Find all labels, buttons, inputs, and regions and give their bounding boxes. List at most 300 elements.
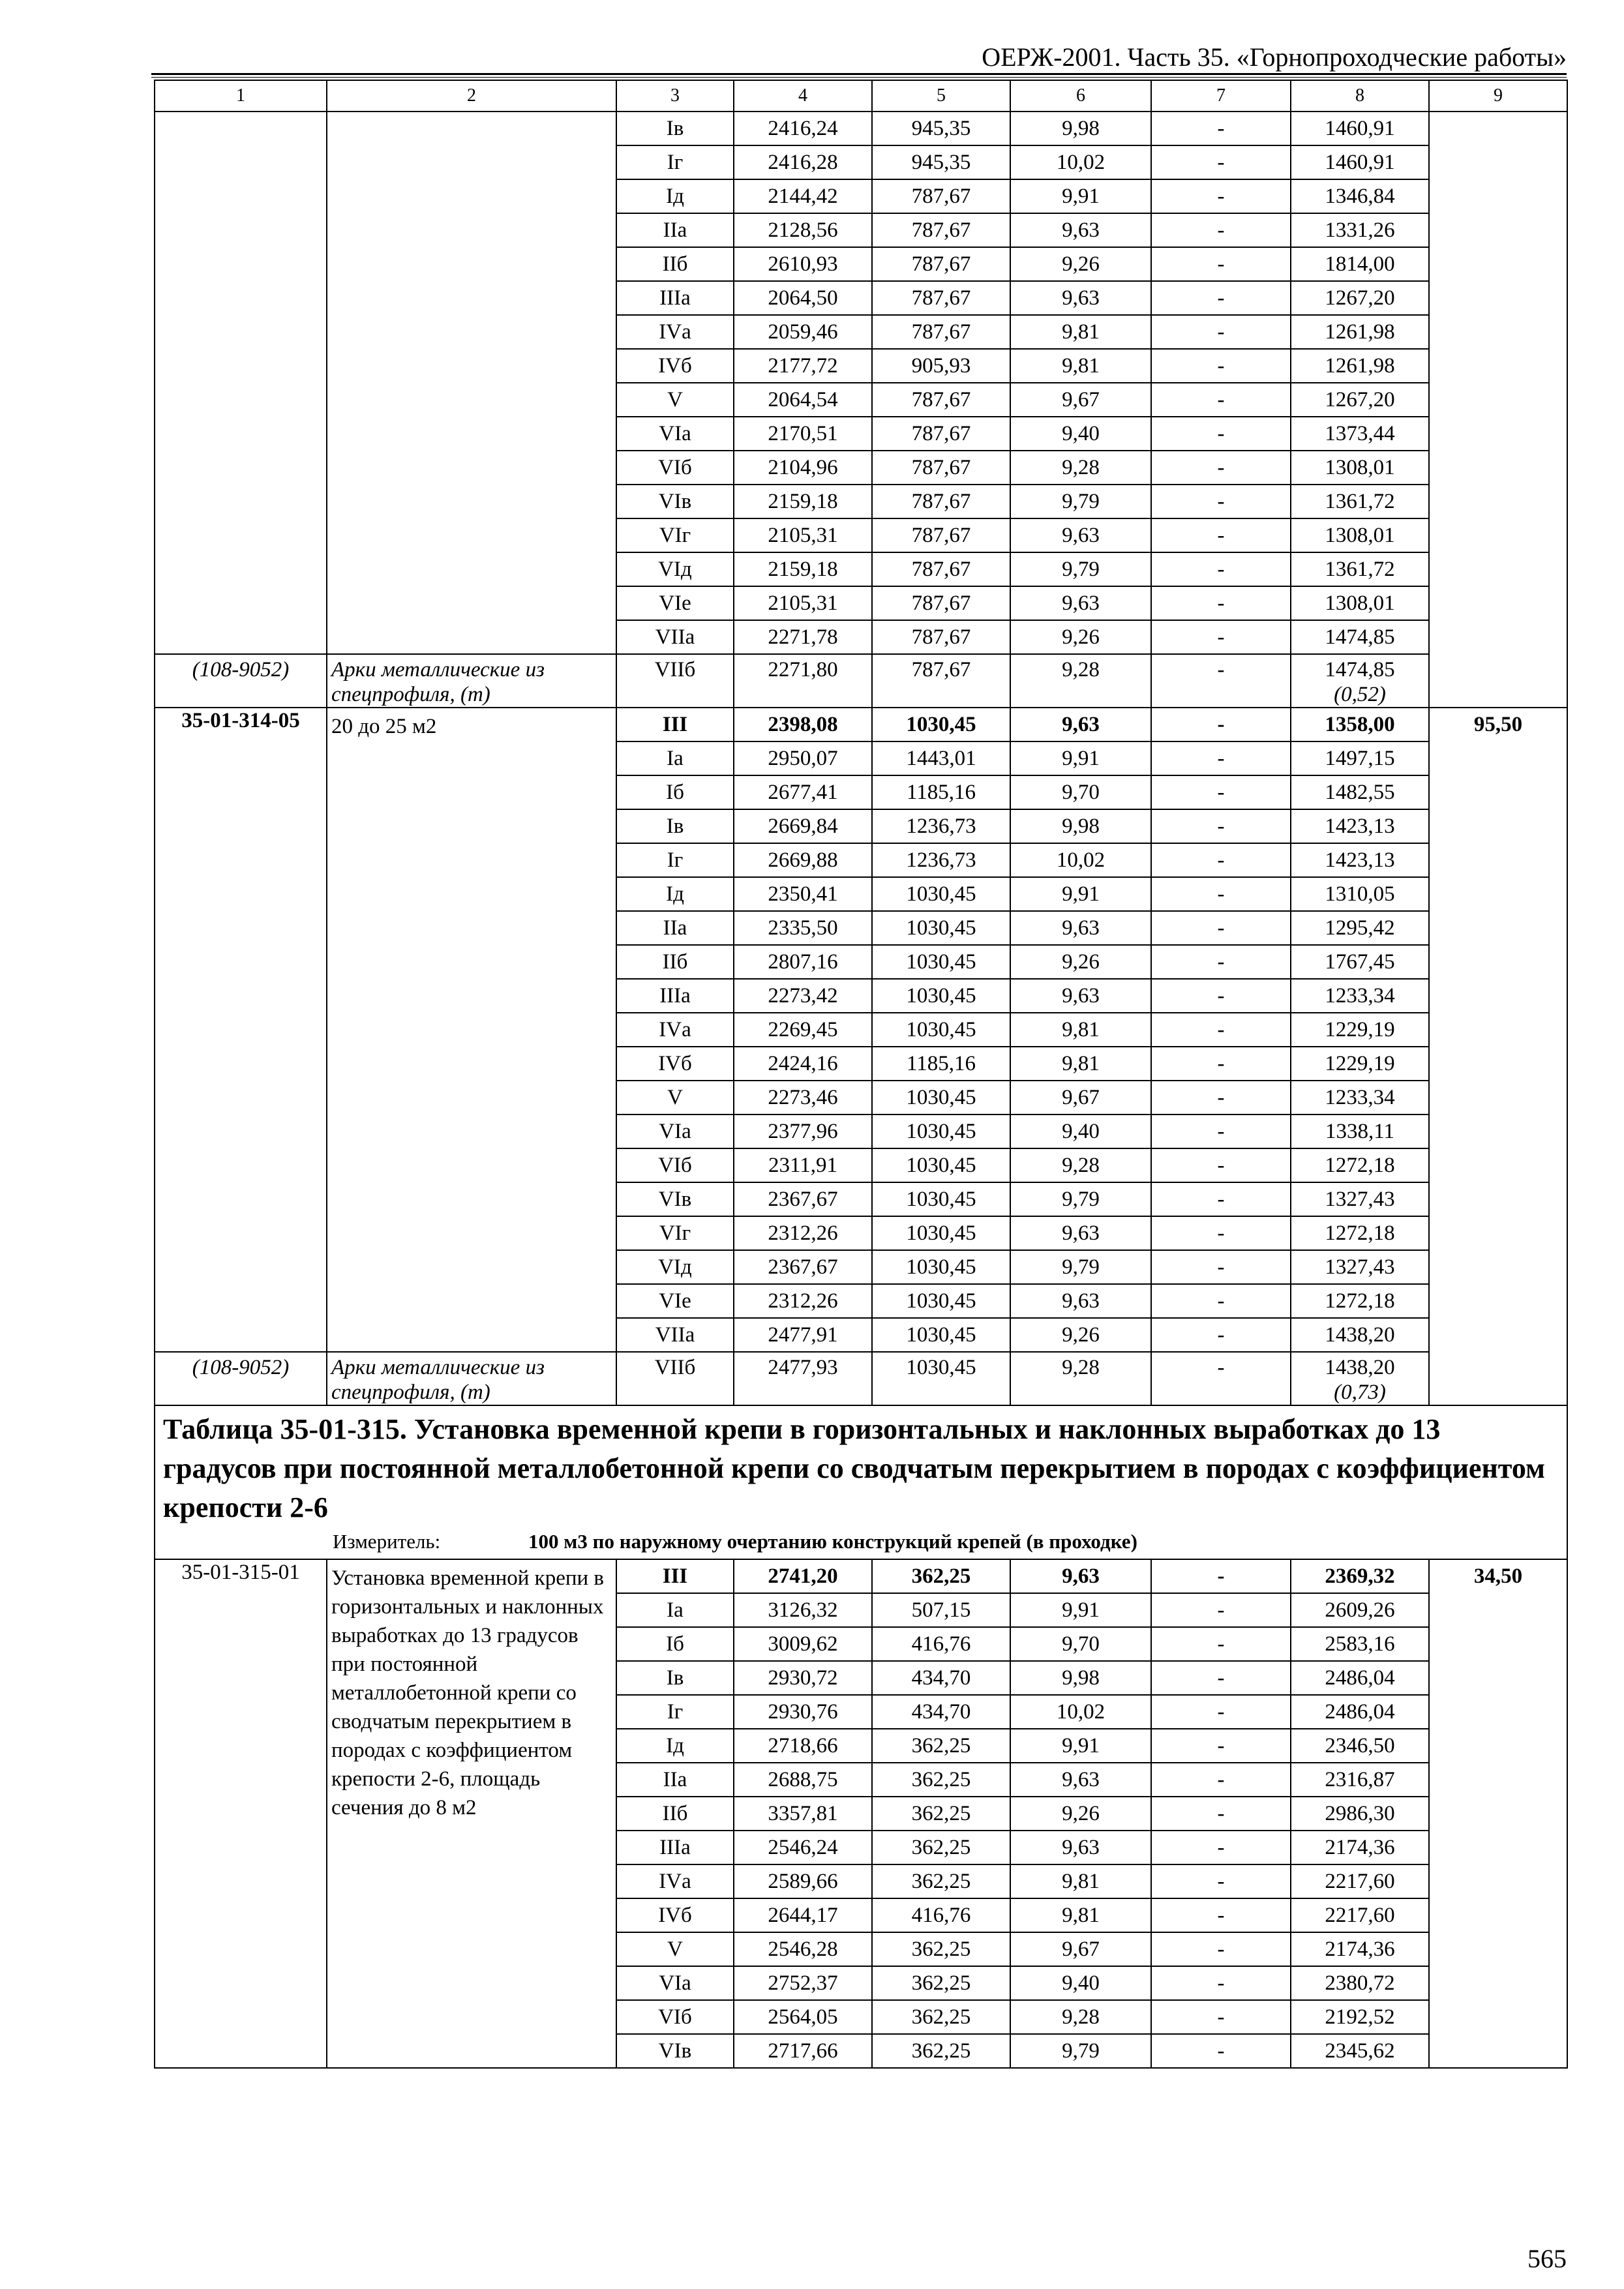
cell-materials	[1291, 654, 1429, 708]
cell-total-cost: 2367,67	[734, 1250, 872, 1284]
cell-incl-wages: -	[1151, 586, 1291, 620]
cell-wages: 1030,45	[872, 1182, 1010, 1216]
cell-wages: 1030,45	[872, 1250, 1010, 1284]
cell-rock-group: IVа	[616, 1864, 734, 1898]
cell-total-cost: 2741,20	[734, 1559, 872, 1593]
cell-total-cost: 2416,28	[734, 145, 872, 179]
cell-total-cost: 2144,42	[734, 179, 872, 213]
cell-total-cost: 2477,93	[734, 1352, 872, 1405]
cell-rock-group: VIа	[616, 1115, 734, 1148]
cell-rock-group: Iг	[616, 1695, 734, 1729]
cell-materials: 1423,13	[1291, 809, 1429, 843]
cell-wages: 1030,45	[872, 1148, 1010, 1182]
cell-rock-group: VIIб	[616, 654, 734, 708]
cell-wages: 362,25	[872, 2000, 1010, 2034]
column-number: 2	[327, 80, 616, 112]
cell-machine-cost: 9,26	[1010, 620, 1151, 654]
cell-machine-cost: 10,02	[1010, 145, 1151, 179]
cell-incl-wages: -	[1151, 945, 1291, 979]
cell-total-cost: 2930,72	[734, 1661, 872, 1695]
rates-table	[154, 80, 1568, 2069]
cell-incl-wages: -	[1151, 843, 1291, 877]
cell-materials: 1482,55	[1291, 775, 1429, 809]
cell-machine-cost: 9,91	[1010, 741, 1151, 775]
cell-total-cost: 2688,75	[734, 1763, 872, 1797]
cell-incl-wages: -	[1151, 349, 1291, 383]
cell-wages: 1030,45	[872, 1284, 1010, 1318]
cell-total-cost: 2159,18	[734, 485, 872, 518]
cell-machine-cost: 9,28	[1010, 451, 1151, 485]
cell-machine-cost: 9,26	[1010, 247, 1151, 281]
cell-incl-wages: -	[1151, 741, 1291, 775]
cell-materials: 2217,60	[1291, 1864, 1429, 1898]
column-number: 4	[734, 80, 872, 112]
cell-total-cost: 2546,24	[734, 1831, 872, 1864]
cell-machine-cost: 9,63	[1010, 1559, 1151, 1593]
cell-materials: 1272,18	[1291, 1216, 1429, 1250]
cell-incl-wages: -	[1151, 1695, 1291, 1729]
table-row	[155, 1559, 1567, 1593]
cell-total-cost: 2644,17	[734, 1898, 872, 1932]
cell-machine-cost: 9,26	[1010, 945, 1151, 979]
cell-machine-cost: 9,26	[1010, 1318, 1151, 1352]
block1-code-cell	[155, 112, 327, 654]
cell-total-cost: 2273,46	[734, 1081, 872, 1115]
cell-rock-group: Iг	[616, 145, 734, 179]
rate-desc-cell	[327, 708, 616, 1352]
cell-materials: 1438,20	[1291, 1318, 1429, 1352]
cell-machine-cost: 9,79	[1010, 1182, 1151, 1216]
cell-incl-wages: -	[1151, 518, 1291, 552]
cell-machine-cost: 9,70	[1010, 1627, 1151, 1661]
cell-rock-group: VIе	[616, 1284, 734, 1318]
cell-incl-wages: -	[1151, 1966, 1291, 2000]
cell-incl-wages: -	[1151, 112, 1291, 145]
cell-wages: 787,67	[872, 417, 1010, 451]
cell-wages: 362,25	[872, 1831, 1010, 1864]
cell-machine-cost: 9,63	[1010, 518, 1151, 552]
measure-line	[163, 1529, 1559, 1555]
cell-total-cost: 2807,16	[734, 945, 872, 979]
material-quantity: (0,52)	[1334, 683, 1386, 706]
cell-machine-cost: 9,98	[1010, 1661, 1151, 1695]
cell-machine-cost: 9,40	[1010, 1115, 1151, 1148]
cell-machine-cost: 9,91	[1010, 179, 1151, 213]
cell-total-cost: 2669,88	[734, 843, 872, 877]
cell-wages: 787,67	[872, 451, 1010, 485]
cell-rock-group: IVб	[616, 1898, 734, 1932]
cell-wages: 787,67	[872, 518, 1010, 552]
cell-rock-group: IIб	[616, 1797, 734, 1831]
cell-rock-group: VIа	[616, 1966, 734, 2000]
cell-total-cost: 2177,72	[734, 349, 872, 383]
cell-materials: 1308,01	[1291, 586, 1429, 620]
cell-incl-wages: -	[1151, 1864, 1291, 1898]
cell-total-cost: 3357,81	[734, 1797, 872, 1831]
rate-code-cell	[155, 1559, 327, 2068]
cell-materials: 1229,19	[1291, 1047, 1429, 1081]
cell-wages: 787,67	[872, 179, 1010, 213]
cell-wages: 787,67	[872, 485, 1010, 518]
cell-incl-wages: -	[1151, 775, 1291, 809]
cell-machine-cost: 9,63	[1010, 586, 1151, 620]
cell-wages: 362,25	[872, 1797, 1010, 1831]
cell-machine-cost: 9,63	[1010, 213, 1151, 247]
cell-total-cost: 2367,67	[734, 1182, 872, 1216]
cell-rock-group: IIIа	[616, 979, 734, 1013]
cell-wages: 787,67	[872, 213, 1010, 247]
cell-incl-wages: -	[1151, 1932, 1291, 1966]
cell-rock-group: VIа	[616, 417, 734, 451]
cell-total-cost: 2105,31	[734, 518, 872, 552]
cell-materials: 1327,43	[1291, 1182, 1429, 1216]
cell-wages: 362,25	[872, 1932, 1010, 1966]
cell-machine-cost: 9,63	[1010, 1284, 1151, 1318]
cell-materials: 1267,20	[1291, 383, 1429, 417]
material-total: 1438,20	[1325, 1356, 1395, 1379]
header-rule-thin	[151, 77, 1567, 78]
cell-machine-cost: 10,02	[1010, 843, 1151, 877]
cell-machine-cost: 9,79	[1010, 1250, 1151, 1284]
cell-rock-group: Iд	[616, 1729, 734, 1763]
cell-materials: 2986,30	[1291, 1797, 1429, 1831]
cell-total-cost: 2398,08	[734, 708, 872, 741]
cell-materials: 2380,72	[1291, 1966, 1429, 2000]
cell-wages: 787,67	[872, 586, 1010, 620]
cell-incl-wages: -	[1151, 809, 1291, 843]
cell-rock-group: Iд	[616, 877, 734, 911]
cell-rock-group: Iг	[616, 843, 734, 877]
cell-rock-group: IIа	[616, 911, 734, 945]
cell-materials: 1358,00	[1291, 708, 1429, 741]
cell-wages: 1030,45	[872, 945, 1010, 979]
cell-machine-cost: 9,79	[1010, 2034, 1151, 2068]
cell-rock-group: IIб	[616, 247, 734, 281]
cell-rock-group: VIIа	[616, 620, 734, 654]
block1-desc-cell	[327, 112, 616, 654]
cell-wages: 945,35	[872, 145, 1010, 179]
cell-rock-group: IIа	[616, 213, 734, 247]
rate-code: 35-01-314-05	[181, 709, 300, 732]
cell-machine-cost: 9,79	[1010, 485, 1151, 518]
cell-machine-cost: 9,63	[1010, 1831, 1151, 1864]
cell-incl-wages: -	[1151, 1898, 1291, 1932]
cell-rock-group: VIв	[616, 1182, 734, 1216]
cell-wages: 434,70	[872, 1695, 1010, 1729]
header-rule	[151, 73, 1567, 75]
cell-wages: 362,25	[872, 2034, 1010, 2068]
cell-rock-group: V	[616, 1081, 734, 1115]
cell-machine-cost: 9,91	[1010, 1593, 1151, 1627]
cell-wages: 1185,16	[872, 775, 1010, 809]
cell-rock-group: VIIб	[616, 1352, 734, 1405]
cell-total-cost: 2950,07	[734, 741, 872, 775]
cell-materials: 1423,13	[1291, 843, 1429, 877]
cell-incl-wages: -	[1151, 451, 1291, 485]
cell-incl-wages: -	[1151, 1148, 1291, 1182]
cell-total-cost: 2159,18	[734, 552, 872, 586]
cell-total-cost: 2312,26	[734, 1284, 872, 1318]
cell-materials: 1261,98	[1291, 315, 1429, 349]
cell-machine-cost: 9,63	[1010, 911, 1151, 945]
cell-machine-cost: 9,98	[1010, 809, 1151, 843]
cell-wages: 1030,45	[872, 1013, 1010, 1047]
cell-wages: 1236,73	[872, 843, 1010, 877]
cell-wages: 1030,45	[872, 979, 1010, 1013]
cell-rock-group: IIIа	[616, 1831, 734, 1864]
cell-materials: 1767,45	[1291, 945, 1429, 979]
cell-materials: 1261,98	[1291, 349, 1429, 383]
cell-materials: 2192,52	[1291, 2000, 1429, 2034]
page-header	[151, 39, 1567, 74]
block1-price-cell	[1429, 112, 1567, 708]
cell-total-cost: 3126,32	[734, 1593, 872, 1627]
cell-total-cost: 2377,96	[734, 1115, 872, 1148]
cell-incl-wages: -	[1151, 417, 1291, 451]
cell-wages: 1185,16	[872, 1047, 1010, 1081]
cell-incl-wages: -	[1151, 1250, 1291, 1284]
cell-machine-cost: 9,67	[1010, 383, 1151, 417]
column-number-row	[155, 80, 1567, 112]
cell-incl-wages: -	[1151, 877, 1291, 911]
cell-incl-wages: -	[1151, 485, 1291, 518]
cell-total-cost: 2271,78	[734, 620, 872, 654]
material-name-cell	[327, 1352, 616, 1405]
material-name: Арки металлические из спецпрофиля, (т)	[331, 1356, 545, 1404]
cell-incl-wages: -	[1151, 1831, 1291, 1864]
cell-machine-cost: 9,28	[1010, 1352, 1151, 1405]
column-number: 7	[1151, 80, 1291, 112]
cell-incl-wages: -	[1151, 979, 1291, 1013]
cell-rock-group: Iв	[616, 112, 734, 145]
cell-wages: 1030,45	[872, 1318, 1010, 1352]
cell-machine-cost: 9,63	[1010, 1763, 1151, 1797]
cell-wages: 1030,45	[872, 911, 1010, 945]
cell-materials: 1338,11	[1291, 1115, 1429, 1148]
cell-materials: 2174,36	[1291, 1932, 1429, 1966]
cell-machine-cost: 9,28	[1010, 654, 1151, 708]
cell-machine-cost: 9,67	[1010, 1081, 1151, 1115]
cell-machine-cost: 9,63	[1010, 708, 1151, 741]
cell-incl-wages: -	[1151, 2000, 1291, 2034]
cell-materials: 1327,43	[1291, 1250, 1429, 1284]
cell-rock-group: V	[616, 1932, 734, 1966]
cell-total-cost: 2546,28	[734, 1932, 872, 1966]
cell-rock-group: Iв	[616, 809, 734, 843]
cell-incl-wages: -	[1151, 2034, 1291, 2068]
cell-materials: 1814,00	[1291, 247, 1429, 281]
cell-wages: 362,25	[872, 1864, 1010, 1898]
cell-machine-cost: 9,40	[1010, 417, 1151, 451]
cell-materials: 2316,87	[1291, 1763, 1429, 1797]
rate-desc-cell	[327, 1559, 616, 2068]
cell-rock-group: VIIа	[616, 1318, 734, 1352]
cell-incl-wages: -	[1151, 1661, 1291, 1695]
material-quantity: (0,73)	[1334, 1381, 1386, 1404]
cell-wages: 787,67	[872, 383, 1010, 417]
cell-incl-wages: -	[1151, 1593, 1291, 1627]
rate-description: 20 до 25 м2	[331, 715, 437, 738]
rate-code-cell	[155, 708, 327, 1352]
cell-rock-group: Iа	[616, 1593, 734, 1627]
cell-incl-wages: -	[1151, 1047, 1291, 1081]
cell-total-cost: 2717,66	[734, 2034, 872, 2068]
cell-wages: 1030,45	[872, 1352, 1010, 1405]
material-name: Арки металлические из спецпрофиля, (т)	[331, 658, 545, 706]
cell-materials: 1373,44	[1291, 417, 1429, 451]
cell-rock-group: III	[616, 708, 734, 741]
cell-materials: 1272,18	[1291, 1284, 1429, 1318]
cell-incl-wages: -	[1151, 1763, 1291, 1797]
cell-materials: 2369,32	[1291, 1559, 1429, 1593]
cell-incl-wages: -	[1151, 1729, 1291, 1763]
cell-materials: 1497,15	[1291, 741, 1429, 775]
cell-materials: 1361,72	[1291, 552, 1429, 586]
cell-incl-wages: -	[1151, 1284, 1291, 1318]
cell-wages: 416,76	[872, 1898, 1010, 1932]
cell-machine-cost: 9,81	[1010, 315, 1151, 349]
cell-total-cost: 2269,45	[734, 1013, 872, 1047]
cell-wages: 362,25	[872, 1559, 1010, 1593]
cell-wages: 1236,73	[872, 809, 1010, 843]
table-title-cell	[155, 1405, 1567, 1559]
material-code-cell	[155, 654, 327, 708]
cell-total-cost: 2752,37	[734, 1966, 872, 2000]
cell-materials: 1272,18	[1291, 1148, 1429, 1182]
material-name-cell	[327, 654, 616, 708]
cell-total-cost: 2312,26	[734, 1216, 872, 1250]
cell-total-cost: 2677,41	[734, 775, 872, 809]
cell-rock-group: IIа	[616, 1763, 734, 1797]
cell-machine-cost: 10,02	[1010, 1695, 1151, 1729]
cell-total-cost: 2170,51	[734, 417, 872, 451]
cell-machine-cost: 9,81	[1010, 1047, 1151, 1081]
cell-rock-group: VIг	[616, 1216, 734, 1250]
cell-materials: 1474,85	[1291, 620, 1429, 654]
cell-rock-group: VIд	[616, 1250, 734, 1284]
cell-materials: 2583,16	[1291, 1627, 1429, 1661]
document-title: ОЕРЖ-2001. Часть 35. «Горнопроходческие работы»	[982, 42, 1567, 72]
cell-machine-cost: 9,91	[1010, 1729, 1151, 1763]
cell-materials: 2174,36	[1291, 1831, 1429, 1864]
cell-materials: 2486,04	[1291, 1695, 1429, 1729]
cell-machine-cost: 9,70	[1010, 775, 1151, 809]
cell-incl-wages: -	[1151, 1115, 1291, 1148]
cell-incl-wages: -	[1151, 383, 1291, 417]
cell-wages: 905,93	[872, 349, 1010, 383]
cell-machine-cost: 9,81	[1010, 1898, 1151, 1932]
rate-code: 35-01-315-01	[181, 1561, 300, 1584]
cell-machine-cost: 9,40	[1010, 1966, 1151, 2000]
column-number: 6	[1010, 80, 1151, 112]
cell-rock-group: VIб	[616, 2000, 734, 2034]
cell-incl-wages: -	[1151, 911, 1291, 945]
cell-incl-wages: -	[1151, 1797, 1291, 1831]
cell-total-cost: 2477,91	[734, 1318, 872, 1352]
cell-incl-wages: -	[1151, 247, 1291, 281]
cell-wages: 434,70	[872, 1661, 1010, 1695]
cell-total-cost: 2128,56	[734, 213, 872, 247]
cell-incl-wages: -	[1151, 1013, 1291, 1047]
cell-total-cost: 2064,54	[734, 383, 872, 417]
column-number: 5	[872, 80, 1010, 112]
cell-wages: 787,67	[872, 315, 1010, 349]
cell-rock-group: IVа	[616, 1013, 734, 1047]
cell-rock-group: VIд	[616, 552, 734, 586]
cell-wages: 787,67	[872, 552, 1010, 586]
cell-rock-group: Iа	[616, 741, 734, 775]
cell-total-cost: 2669,84	[734, 809, 872, 843]
cell-incl-wages: -	[1151, 281, 1291, 315]
cell-incl-wages: -	[1151, 1318, 1291, 1352]
cell-machine-cost: 9,28	[1010, 2000, 1151, 2034]
cell-materials: 1233,34	[1291, 1081, 1429, 1115]
material-code: (108-9052)	[192, 1356, 290, 1379]
cell-wages: 787,67	[872, 620, 1010, 654]
cell-total-cost: 2564,05	[734, 2000, 872, 2034]
cell-incl-wages: -	[1151, 179, 1291, 213]
cell-wages: 416,76	[872, 1627, 1010, 1661]
column-number: 9	[1429, 80, 1567, 112]
cell-incl-wages: -	[1151, 1352, 1291, 1405]
material-total: 1474,85	[1325, 658, 1395, 681]
cell-materials	[1291, 1352, 1429, 1405]
cell-wages: 787,67	[872, 247, 1010, 281]
cell-materials: 2346,50	[1291, 1729, 1429, 1763]
cell-incl-wages: -	[1151, 654, 1291, 708]
cell-machine-cost: 9,67	[1010, 1932, 1151, 1966]
cell-machine-cost: 9,26	[1010, 1797, 1151, 1831]
cell-rock-group: Iб	[616, 1627, 734, 1661]
cell-total-cost: 2311,91	[734, 1148, 872, 1182]
cell-total-cost: 3009,62	[734, 1627, 872, 1661]
column-number: 8	[1291, 80, 1429, 112]
rate-price-cell: 95,50	[1429, 708, 1567, 1405]
page-number: 565	[1527, 2244, 1567, 2273]
cell-materials: 1308,01	[1291, 518, 1429, 552]
cell-rock-group: VIв	[616, 485, 734, 518]
cell-rock-group: IVб	[616, 349, 734, 383]
cell-materials: 1267,20	[1291, 281, 1429, 315]
cell-machine-cost: 9,81	[1010, 1864, 1151, 1898]
cell-total-cost: 2350,41	[734, 877, 872, 911]
cell-rock-group: Iд	[616, 179, 734, 213]
cell-incl-wages: -	[1151, 1559, 1291, 1593]
cell-machine-cost: 9,63	[1010, 281, 1151, 315]
cell-total-cost: 2271,80	[734, 654, 872, 708]
cell-machine-cost: 9,91	[1010, 877, 1151, 911]
cell-rock-group: Iб	[616, 775, 734, 809]
cell-materials: 1331,26	[1291, 213, 1429, 247]
cell-total-cost: 2718,66	[734, 1729, 872, 1763]
cell-wages: 362,25	[872, 1966, 1010, 2000]
cell-wages: 362,25	[872, 1729, 1010, 1763]
cell-rock-group: IIIа	[616, 281, 734, 315]
cell-machine-cost: 9,81	[1010, 349, 1151, 383]
cell-machine-cost: 9,81	[1010, 1013, 1151, 1047]
cell-wages: 1030,45	[872, 1081, 1010, 1115]
cell-rock-group: VIв	[616, 2034, 734, 2068]
cell-materials: 2609,26	[1291, 1593, 1429, 1627]
cell-machine-cost: 9,28	[1010, 1148, 1151, 1182]
material-code-cell	[155, 1352, 327, 1405]
cell-wages: 787,67	[872, 654, 1010, 708]
table-title-row	[155, 1405, 1567, 1559]
cell-total-cost: 2105,31	[734, 586, 872, 620]
material-code: (108-9052)	[192, 658, 290, 681]
cell-materials: 2345,62	[1291, 2034, 1429, 2068]
rate-price-cell: 34,50	[1429, 1559, 1567, 2068]
